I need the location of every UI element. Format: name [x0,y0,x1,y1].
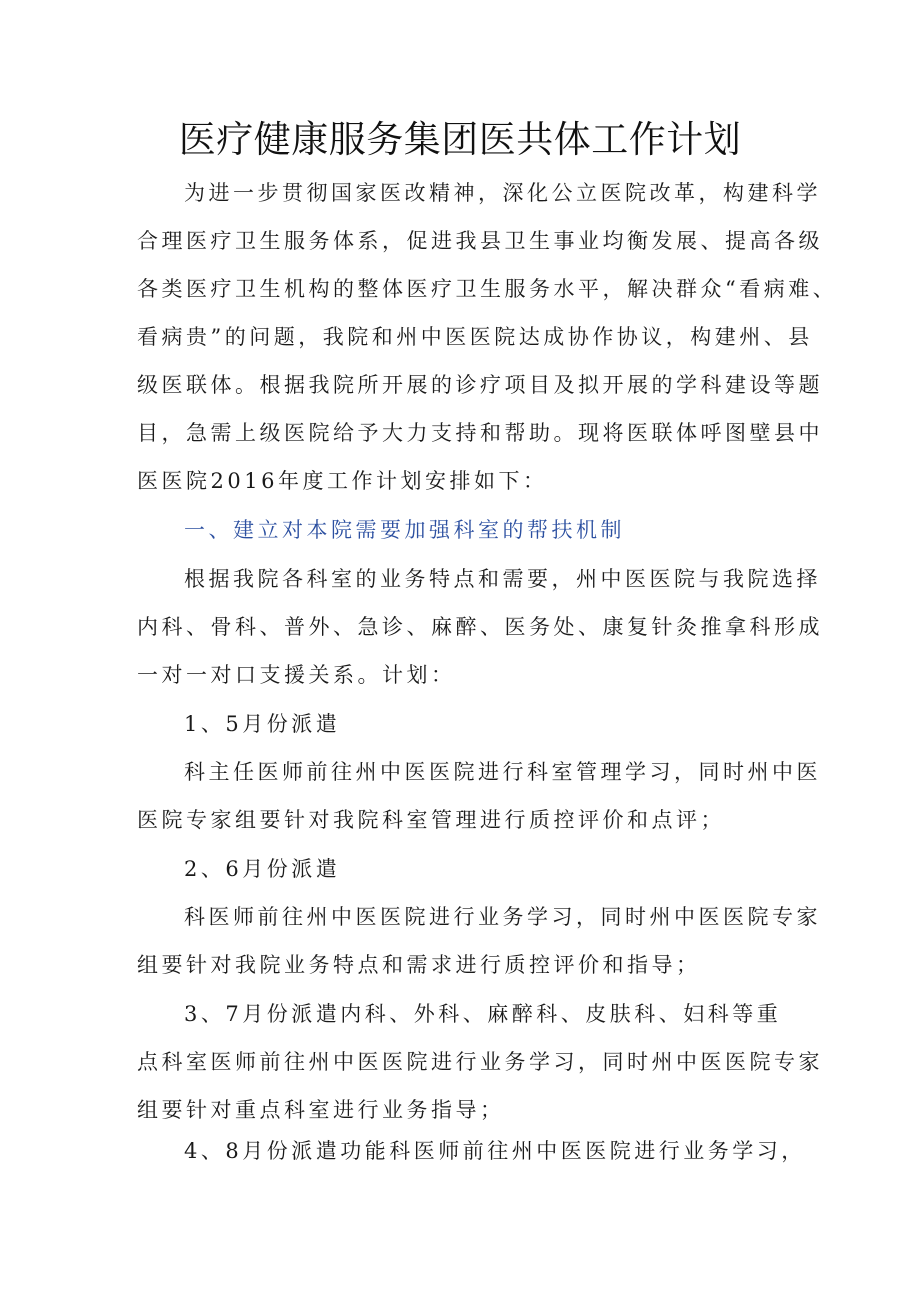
list-item-heading: 3、7月份派遣内科、外科、麻醉科、皮肤科、妇科等重 [184,1002,782,1026]
section-heading: 一、建立对本院需要加强科室的帮扶机制 [184,518,625,542]
document-title: 医疗健康服务集团医共体工作计划 [178,118,742,161]
list-item-heading: 2、6月份派遣 [184,857,341,881]
body-line: 医院专家组要针对我院科室管理进行质控评价和点评； [137,808,725,832]
list-item-heading: 1、5月份派遣 [184,712,341,736]
body-line: 各类医疗卫生机构的整体医疗卫生服务水平，解决群众“看病难、 [137,277,838,301]
body-line: 科医师前往州中医医院进行业务学习，同时州中医医院专家 [184,905,821,929]
body-line: 内科、骨科、普外、急诊、麻醉、医务处、康复针灸推拿科形成 [137,615,823,639]
body-line: 组要针对我院业务特点和需求进行质控评价和指导； [137,953,701,977]
body-line: 根据我院各科室的业务特点和需要，州中医医院与我院选择 [184,567,821,591]
list-item-heading: 4、8月份派遣功能科医师前往州中医医院进行业务学习， [184,1139,806,1163]
body-line: 为进一步贯彻国家医改精神，深化公立医院改革，构建科学 [184,181,821,205]
body-line: 看病贵”的问题，我院和州中医医院达成协作协议，构建州、县 [137,325,813,349]
body-line: 点科室医师前往州中医医院进行业务学习，同时州中医医院专家 [137,1050,823,1074]
body-line: 级医联体。根据我院所开展的诊疗项目及拟开展的学科建设等题 [137,373,823,397]
body-line: 组要针对重点科室进行业务指导； [137,1098,505,1122]
body-line: 科主任医师前往州中医医院进行科室管理学习，同时州中医 [184,760,821,784]
body-line: 医医院2016年度工作计划安排如下： [137,469,548,493]
body-line: 一对一对口支援关系。计划： [137,663,456,687]
body-line: 合理医疗卫生服务体系，促进我县卫生事业均衡发展、提高各级 [137,229,823,253]
body-line: 目，急需上级医院给予大力支持和帮助。现将医联体呼图壁县中 [137,421,823,445]
